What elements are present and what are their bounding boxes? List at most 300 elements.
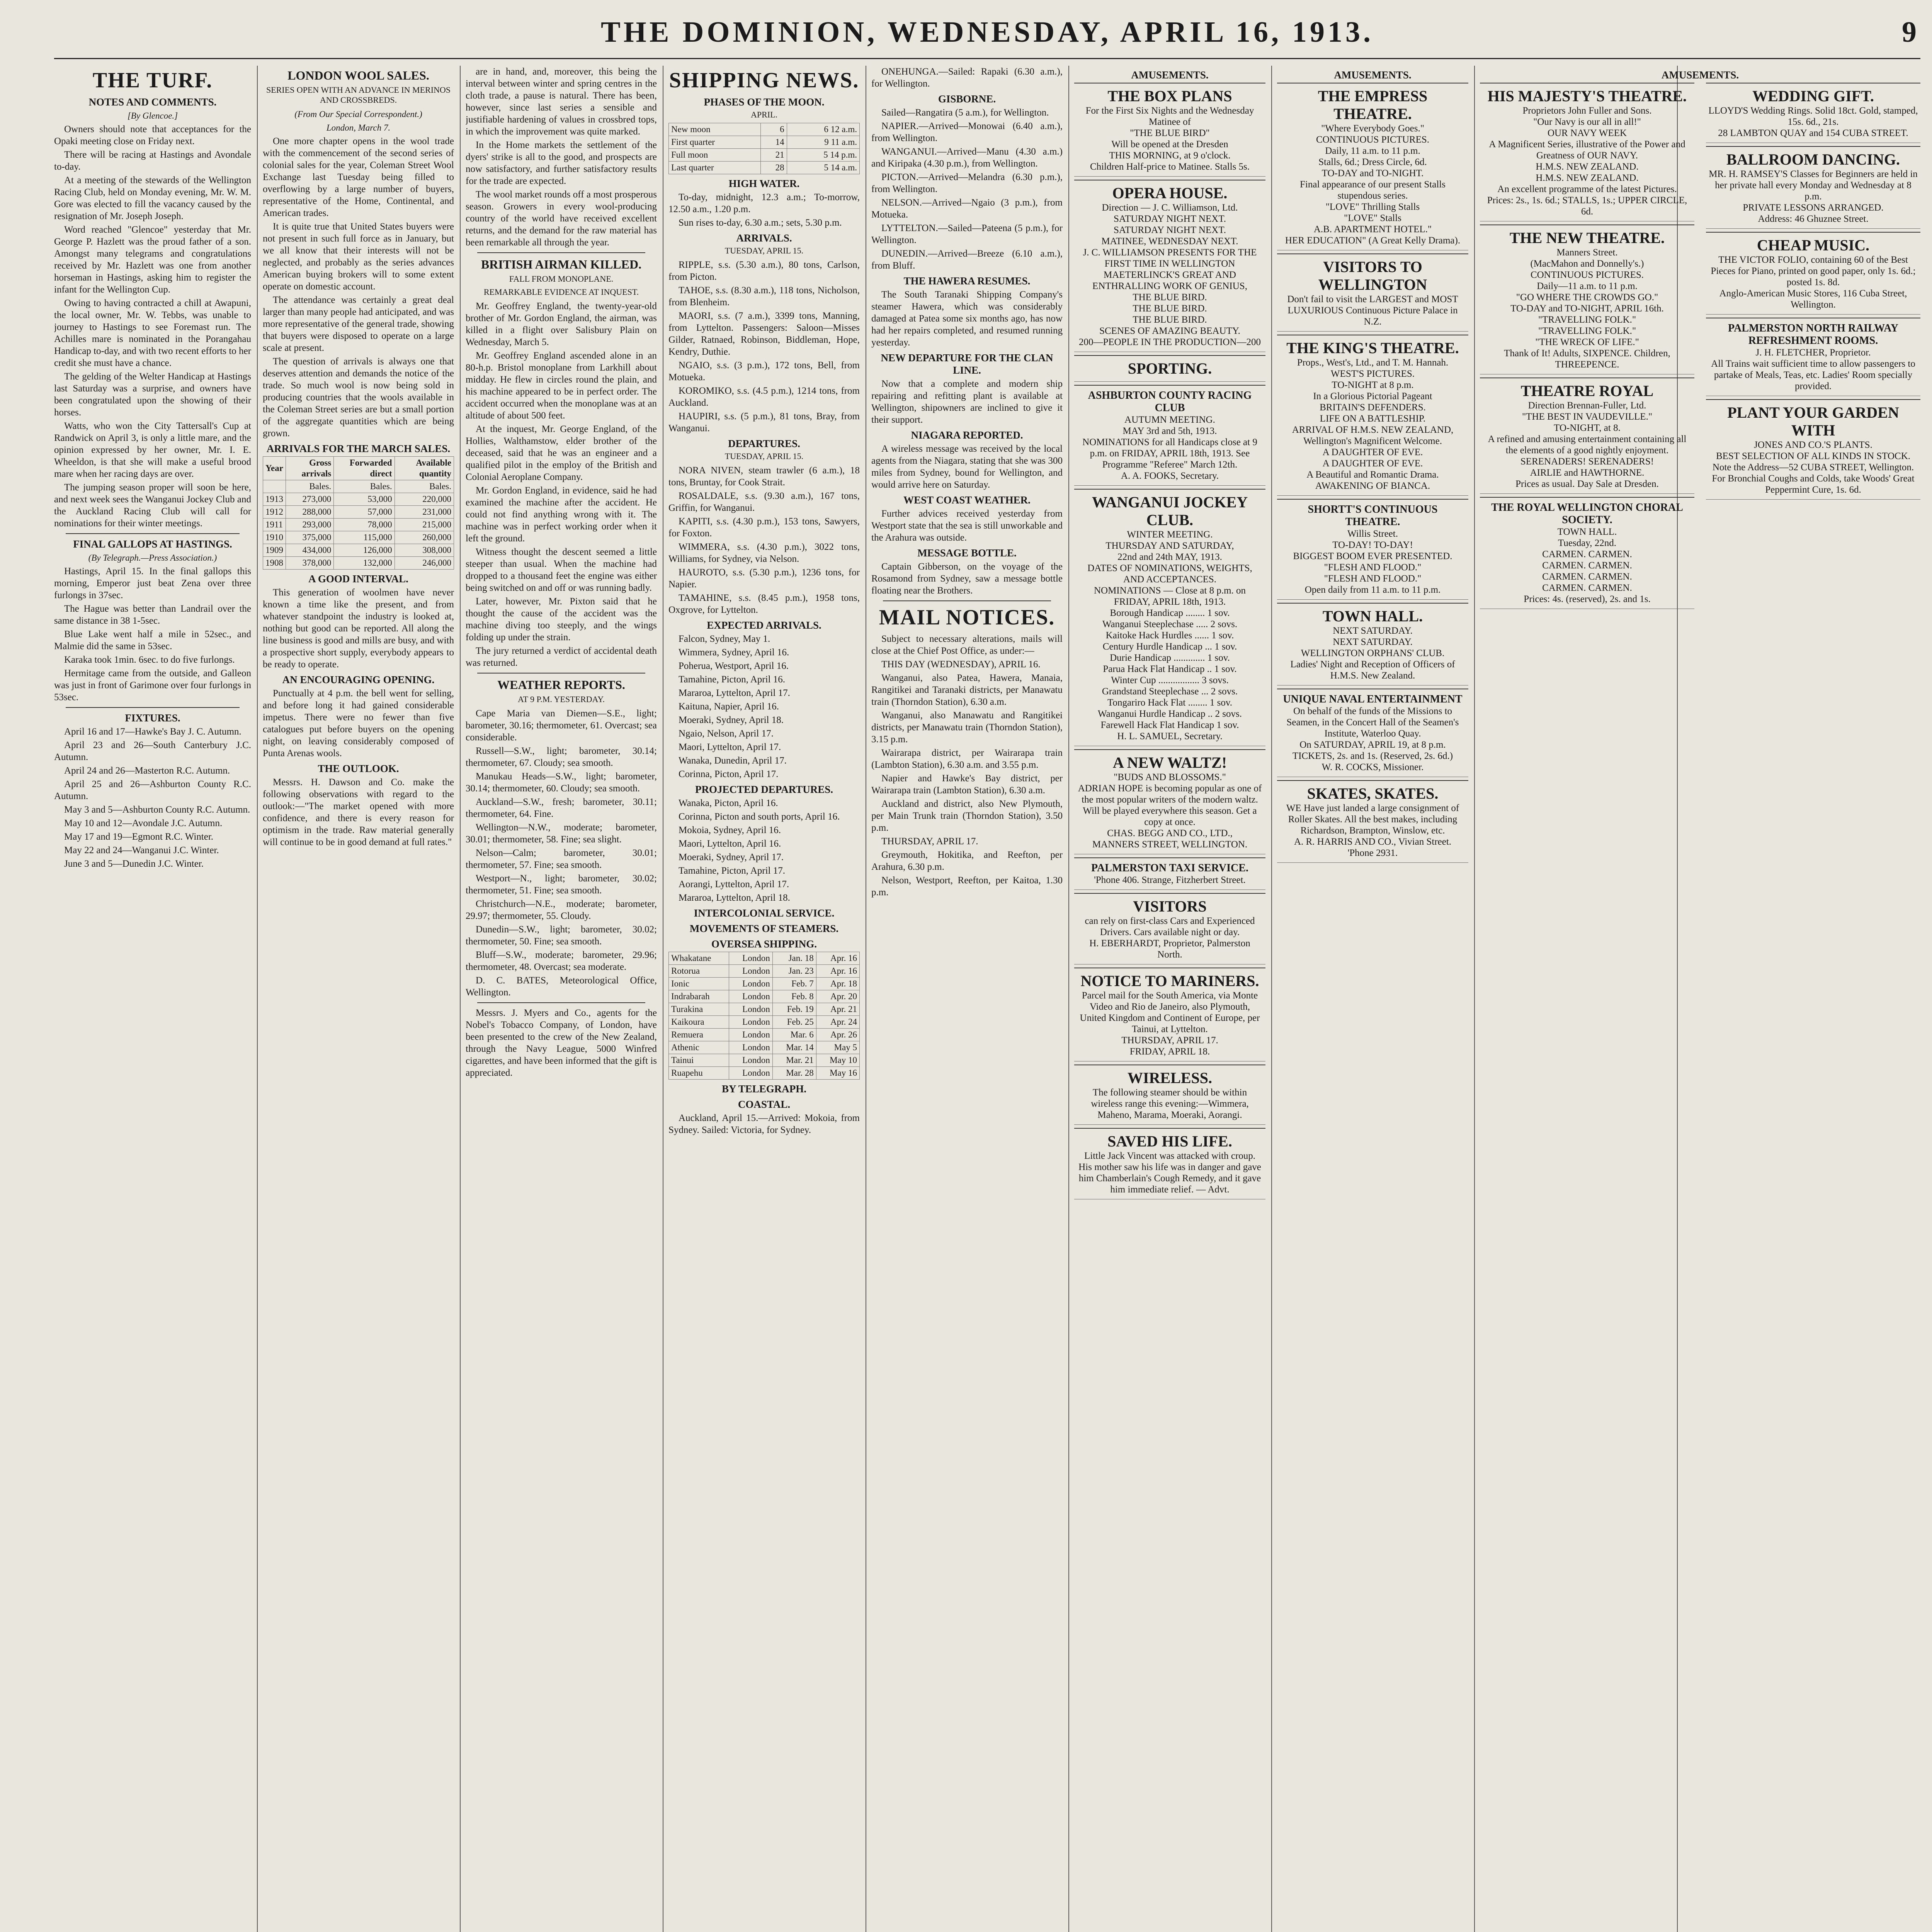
table-cell: 78,000 (334, 519, 395, 531)
ad-line: The following steamer should be within wireless range this evening:—Wimmera, Maheno, Marama, Moeraki, Aorangi. (1091, 1087, 1249, 1120)
fixture-item: April 25 and 26—Ashburton County R.C. Autumn. (54, 779, 251, 801)
column-turf (54, 66, 251, 1932)
table-cell: Jan. 23 (772, 965, 816, 978)
shipping-heading: SHIPPING NEWS. (669, 68, 859, 92)
ad-line: Thank of It! Adults, SIXPENCE. Children, THREEPENCE. (1504, 348, 1670, 370)
classified-ad (1277, 689, 1468, 777)
airman-paragraph: Later, however, Mr. Pixton said that he thought the cause of the accident was the machine diving too steeply, and the wings folding up under the strain. (466, 596, 657, 643)
table-cell: Rotorua (669, 965, 729, 978)
ad-headline: CHEAP MUSIC. (1757, 236, 1870, 254)
classified-ad (1480, 224, 1694, 374)
table-cell: Apr. 26 (816, 1029, 859, 1041)
ad-line: J. H. FLETCHER, Proprietor. (1755, 347, 1871, 358)
table-row (669, 1003, 860, 1016)
classified-ad (1277, 780, 1468, 863)
column-airman-weather (466, 66, 657, 1932)
airman-heading: BRITISH AIRMAN KILLED. (481, 257, 642, 271)
table-cell: London (729, 1041, 772, 1054)
ad-line: Prices: 2s., 1s. 6d.; STALLS, 1s.; UPPER CIRCLE, 6d. (1487, 195, 1687, 217)
airman-paragraph: Witness thought the descent seemed a little steeper than usual. When the machine had dropped to a thousand feet the engine was either being switched on and off or was running badly. (466, 547, 657, 593)
classified-ad (1706, 399, 1920, 500)
classified-ad (1706, 83, 1920, 143)
classified-ad (1706, 318, 1920, 396)
ad-line: CARMEN. CARMEN. (1542, 560, 1632, 571)
table-cell: Jan. 18 (772, 952, 816, 965)
classified-ad (1706, 232, 1920, 315)
ad-line: WE Have just landed a large consignment of Roller Skates. All the best makes, including Richardson, Brampton, Winslow, etc. (1286, 803, 1459, 836)
ad-line: SATURDAY NIGHT NEXT. (1114, 225, 1226, 235)
table-cell: 9 11 a.m. (787, 136, 859, 149)
final-gallops-paragraph: Hermitage came from the outside, and Galleon was just in front of Garimone over four furlongs in 53sec. (54, 668, 251, 702)
outlook-heading: THE OUTLOOK. (318, 763, 399, 774)
airman-paragraph: At the inquest, Mr. George England, of the Hollies, Walthamstow, elder brother of the deceased, said that he was an engineer and a qualified pilot in the employ of the British and Colonial Aeroplane Company. (466, 424, 657, 482)
projected-entry: Mararoa, Lyttelton, April 18. (679, 893, 790, 903)
mail-entry: Auckland and district, also New Plymouth, per Main Trunk train (Thorndon Station), 3.50 p.m. (871, 799, 1063, 833)
table-cell: Apr. 16 (816, 965, 859, 978)
ad-headline: PLANT YOUR GARDEN WITH (1727, 404, 1899, 439)
ad-line: THE VICTOR FOLIO, containing 60 of the Best Pieces for Piano, printed on good paper, only 1s. 6d.; posted 1s. 8d. (1711, 255, 1916, 287)
classified-ad (1074, 83, 1265, 177)
table-cell: Mar. 21 (772, 1054, 816, 1067)
table-cell: 260,000 (395, 531, 454, 544)
turf-paragraph: Owing to having contracted a chill at Awapuni, the local owner, Mr. W. Tebbs, was unable to journey to Hastings to see Foremast run. The Achilles mare is nominated in the Porangahau Handicap to-day, and with two recent efforts to her credit she must have a chance. (54, 298, 251, 368)
ad-line: Proprietors John Fuller and Sons. (1522, 105, 1652, 116)
west-coast-heading: WEST COAST WEATHER. (903, 494, 1031, 506)
ad-line: TO-DAY and TO-NIGHT, APRIL 16th. (1510, 303, 1664, 314)
arrivals-heading: ARRIVALS FOR THE MARCH SALES. (266, 443, 451, 454)
niagara-heading: NIAGARA REPORTED. (911, 429, 1023, 441)
ad-headline: WEDDING GIFT. (1752, 87, 1874, 105)
table-row (669, 990, 860, 1003)
port-report: WANGANUI.—Arrived—Manu (4.30 a.m.) and Kiripaka (4.30 p.m.), from Wellington. (871, 146, 1063, 169)
ad-line: "Where Everybody Goes." (1321, 123, 1424, 134)
table-cell: May 10 (816, 1054, 859, 1067)
message-bottle-text: Captain Gibberson, on the voyage of the Rosamond from Sydney, saw a message bottle floating near the Brothers. (871, 561, 1063, 596)
airman-paragraph: Mr. Geoffrey England ascended alone in an 80-h.p. Bristol monoplane from Larkhill about midday. He flew in circles round the plain, and his machine appeared to be in perfect order. The accident occurred when the monoplane was at an altitude of about 500 feet. (466, 350, 657, 421)
ad-headline: PALMERSTON TAXI SERVICE. (1091, 862, 1248, 874)
table-cell: Feb. 19 (772, 1003, 816, 1016)
ad-line: "FLESH AND FLOOD." (1324, 562, 1422, 573)
weather-report: Cape Maria van Diemen—S.E., light; barometer, 30.16; thermometer, 61. Overcast; sea considerable. (466, 708, 657, 743)
weather-report: Westport—N., light; barometer, 30.02; thermometer, 51. Fine; sea smooth. (466, 873, 657, 896)
table-cell: 1911 (263, 519, 286, 531)
clan-line-text: Now that a complete and modern ship repairing and refitting plant is available at Wellington, shipowners are inclined to give it their support. (871, 379, 1063, 425)
table-cell: Feb. 25 (772, 1016, 816, 1029)
ad-line: CONTINUOUS PICTURES. (1530, 270, 1644, 280)
table-cell: Mar. 6 (772, 1029, 816, 1041)
wool-paragraph: Messrs. H. Dawson and Co. make the following observations with regard to the outlook:—"The market opened with more confidence, and there is every reason for optimism in the trade. Raw material generally will continue to be in good demand at full rates." (263, 777, 454, 847)
table-cell: 57,000 (334, 506, 395, 519)
airman-paragraph: The jury returned a verdict of accidental death was returned. (466, 646, 657, 668)
ad-line: LLOYD'S Wedding Rings. Solid 18ct. Gold, stamped, 15s. 6d., 21s. (1708, 105, 1918, 127)
weather-report: D. C. BATES, Meteorological Office, Wellington. (466, 975, 657, 998)
ad-line: W. R. COCKS, Missioner. (1321, 762, 1424, 772)
ad-line: NEXT SATURDAY. (1333, 626, 1413, 636)
ad-line: SERENADERS! SERENADERS! (1520, 456, 1654, 467)
expected-entry: Corinna, Picton, April 17. (679, 769, 779, 779)
ad-line: 'Phone 406. Strange, Fitzherbert Street. (1094, 875, 1246, 885)
port-report: NAPIER.—Arrived—Monowai (6.40 a.m.), from Wellington. (871, 121, 1063, 143)
expected-entry: Moeraki, Sydney, April 18. (679, 715, 784, 725)
port-report: NELSON.—Arrived—Ngaio (3 p.m.), from Motueka. (871, 197, 1063, 220)
table-row (263, 506, 454, 519)
column-amusements-1 (1074, 66, 1265, 1932)
ad-line: TICKETS, 2s. and 1s. (Reserved, 2s. 6d.) (1292, 751, 1453, 761)
ad-line: All Trains wait sufficient time to allow passengers to partake of Meals, Teas, etc. Ladies' Room specially provided. (1711, 359, 1915, 391)
ad-line: H.M.S. NEW ZEALAND. (1536, 173, 1639, 183)
wool-continued-paragraph: are in hand, and, moreover, this being the interval between winter and spring centres in the cloth trade, a pause is natural. There has been, however, since last series a sensible and justifiable hardening of values in crossbred tops, in which the improvement was quite marked. (466, 66, 657, 137)
ad-line: A. R. HARRIS AND CO., Vivian Street. (1294, 837, 1452, 847)
fixture-item: April 24 and 26—Masterton R.C. Autumn. (64, 765, 230, 776)
ad-line: Address: 46 Ghuznee Street. (1758, 214, 1869, 224)
ad-line: THE BLUE BIRD. (1133, 303, 1207, 314)
table-cell: 1910 (263, 531, 286, 544)
table-header: Year (263, 457, 286, 480)
table-row (669, 1041, 860, 1054)
classified-ad (1074, 857, 1265, 890)
ad-line: On behalf of the funds of the Missions to Seamen, in the Concert Hall of the Seamen's Institute, Waterloo Quay. (1286, 706, 1459, 739)
ad-line: Direction Brennan-Fuller, Ltd. (1528, 400, 1646, 411)
ad-line: Props., West's, Ltd., and T. M. Hannah. (1297, 357, 1449, 368)
table-cell: London (729, 978, 772, 990)
expected-entry: Tamahine, Picton, April 16. (679, 674, 785, 685)
airman-subheading: FALL FROM MONOPLANE. (509, 274, 614, 284)
table-cell: Apr. 24 (816, 1016, 859, 1029)
ad-line: A. A. FOOKS, Secretary. (1121, 471, 1219, 481)
weather-report: Manukau Heads—S.W., light; barometer, 30.14; thermometer, 60. Cloudy; sea smooth. (466, 771, 657, 794)
divider (477, 252, 645, 253)
ad-line: Wanganui Steeplechase ..... 2 sovs. (1102, 619, 1238, 629)
classified-ad (1277, 603, 1468, 685)
ad-line: 200—PEOPLE IN THE PRODUCTION—200 (1078, 337, 1261, 347)
ad-line: TO-NIGHT, at 8. (1554, 423, 1621, 433)
ad-line: TO-DAY! TO-DAY! (1332, 540, 1413, 550)
weather-report: Bluff—S.W., moderate; barometer, 29.96; thermometer, 48. Overcast; sea moderate. (466, 950, 657, 972)
table-cell: Kaikoura (669, 1016, 729, 1029)
wool-continued-paragraph: The wool market rounds off a most prosperous season. Growers in every wool-producing country of the world have received excellent returns, and the demand for the raw material has been remarkable all through the year. (466, 189, 657, 248)
table-cell: Apr. 18 (816, 978, 859, 990)
ad-line: Kaitoke Hack Hurdles ...... 1 sov. (1105, 630, 1234, 641)
table-cell: 273,000 (286, 493, 334, 506)
table-cell: 132,000 (334, 557, 395, 570)
classified-ad (1074, 749, 1265, 854)
weather-report: Dunedin—S.W., light; barometer, 30.02; thermometer, 50. Fine; sea smooth. (466, 924, 657, 947)
ad-line: "FLESH AND FLOOD." (1324, 573, 1422, 584)
column-shipping (668, 66, 860, 1932)
mail-entry: Greymouth, Hokitika, and Reefton, per Arahura, 6.30 p.m. (871, 850, 1063, 872)
table-header-row (263, 457, 454, 480)
table-unit: Bales. (395, 480, 454, 493)
ad-line: ADRIAN HOPE is becoming popular as one of the most popular writers of the modern waltz. (1078, 783, 1262, 805)
ad-line: CARMEN. CARMEN. (1542, 583, 1632, 593)
ad-line: A refined and amusing entertainment containing all the elements of a good nightly enjoyment. (1488, 434, 1687, 456)
table-cell: Apr. 21 (816, 1003, 859, 1016)
weather-report: Auckland—S.W., fresh; barometer, 30.11; thermometer, 64. Fine. (466, 797, 657, 819)
table-cell: 1912 (263, 506, 286, 519)
ad-headline: UNIQUE NAVAL ENTERTAINMENT (1283, 693, 1463, 705)
airman-subheading: REMARKABLE EVIDENCE AT INQUEST. (483, 287, 639, 297)
west-coast-text: Further advices received yesterday from Westport state that the sea is still unworkable and the Arahura was outside. (871, 509, 1063, 543)
arrival-entry: HAUPIRI, s.s. (5 p.m.), 81 tons, Bray, from Wanganui. (668, 411, 860, 434)
table-row (669, 136, 860, 149)
ad-line: "BUDS AND BLOSSOMS." (1114, 772, 1226, 782)
ad-line: CARMEN. CARMEN. (1542, 571, 1632, 582)
final-gallops-paragraph: Karaka took 1min. 6sec. to do five furlongs. (64, 655, 235, 665)
ad-line: For the First Six Nights and the Wednesday Matinee of (1085, 105, 1254, 127)
ad-line: LIFE ON A BATTLESHIP. (1320, 413, 1426, 424)
departure-entry: TAMAHINE, s.s. (8.45 p.m.), 1958 tons, Oxgrove, for Lyttelton. (668, 593, 860, 615)
turf-paragraph: Watts, who won the City Tattersall's Cup at Randwick on April 3, is only a little mare, and the opinion expressed by her owner, Mr. I. E. Wheeldon, is that she will make a useful brood mare when her racing days are over. (54, 421, 251, 479)
amusements-ad-list (1480, 83, 1920, 609)
moon-month: APRIL. (750, 110, 778, 119)
weather-report: Nelson—Calm; barometer, 30.01; thermometer, 57. Fine; sea smooth. (466, 848, 657, 870)
wool-dateline: London, March 7. (326, 123, 391, 133)
ad-line: Willis Street. (1347, 529, 1398, 539)
table-cell: 14 (760, 136, 787, 149)
mail-entry: Wanganui, also Manawatu and Rangitikei districts, per Manawatu train (Thorndon Station), 3.15 p.m. (871, 710, 1063, 745)
ad-line: On SATURDAY, APRIL 19, at 8 p.m. (1299, 740, 1446, 750)
table-row (263, 531, 454, 544)
table-cell: Apr. 20 (816, 990, 859, 1003)
moon-heading: PHASES OF THE MOON. (704, 96, 825, 108)
ad-line: Parcel mail for the South America, via Monte Video and Rio de Janeiro, also Plymouth, United Kingdom and Continent of Europe, per Tainui, at Lyttelton. (1080, 990, 1260, 1034)
turf-paragraph: Owners should note that acceptances for the Opaki meeting close on Friday next. (54, 124, 251, 146)
turf-paragraph: At a meeting of the stewards of the Wellington Racing Club, held on Monday evening, Mr. W. M. Gore was elected to fill the vacancy caused by the resignation of Mr. Joseph Joseph. (54, 175, 251, 221)
ad-line: Don't fail to visit the LARGEST and MOST LUXURIOUS Continuous Picture Palace in N.Z. (1287, 294, 1458, 327)
port-report: ONEHUNGA.—Sailed: Rapaki (6.30 a.m.), for Wellington. (871, 66, 1063, 89)
arrivals-date: TUESDAY, APRIL 15. (724, 246, 804, 255)
ad-line: 'Phone 2931. (1347, 848, 1398, 858)
table-cell: May 16 (816, 1067, 859, 1080)
fixture-item: May 17 and 19—Egmont R.C. Winter. (64, 832, 214, 842)
table-row (263, 493, 454, 506)
table-row (263, 519, 454, 531)
ad-line: 22nd and 24th MAY, 1913. (1117, 552, 1222, 562)
ad-line: Open daily from 11 a.m. to 11 p.m. (1304, 585, 1441, 595)
table-cell: London (729, 1054, 772, 1067)
ad-line: MANNERS STREET, WELLINGTON. (1092, 839, 1248, 850)
mail-entry: Wanganui, also Patea, Hawera, Manaia, Rangitikei and Taranaki districts, per Manawatu train (Thorndon Station), 6.30 a.m. (871, 673, 1063, 707)
weather-report: Russell—S.W., light; barometer, 30.14; thermometer, 67. Cloudy; sea smooth. (466, 746, 657, 768)
table-cell: Ruapehu (669, 1067, 729, 1080)
ad-headline: HIS MAJESTY'S THEATRE. (1487, 87, 1687, 105)
table-cell: Feb. 8 (772, 990, 816, 1003)
expected-entry: Wanaka, Dunedin, April 17. (679, 755, 787, 766)
ad-line: A Beautiful and Romantic Drama. (1306, 469, 1439, 480)
table-cell: 5 14 a.m. (787, 162, 859, 174)
table-row (669, 149, 860, 162)
expected-entry: Wimmera, Sydney, April 16. (679, 647, 789, 658)
hawera-text: The South Taranaki Shipping Company's steamer Hawera, which was considerably damaged at Patea some six months ago, has now had her repairs completed, and resumed running yesterday. (871, 289, 1063, 348)
ad-line: Wanganui Hurdle Handicap .. 2 sovs. (1098, 709, 1242, 719)
ad-line: Will be played everywhere this season. Get a copy at once. (1083, 806, 1257, 827)
ad-line: Winter Cup ................. 3 sovs. (1111, 675, 1229, 685)
ad-line: H. EBERHARDT, Proprietor, Palmerston North. (1089, 938, 1250, 960)
ad-headline: PALMERSTON NORTH RAILWAY REFRESHMENT ROOMS. (1728, 322, 1898, 347)
intercolonial-heading: INTERCOLONIAL SERVICE. (694, 907, 835, 919)
ad-line: "THE BEST IN VAUDEVILLE." (1522, 412, 1653, 422)
ad-line: JONES AND CO.'S PLANTS. (1754, 440, 1872, 450)
table-row (669, 952, 860, 965)
table-row (263, 557, 454, 570)
ad-headline: THE BOX PLANS (1107, 87, 1232, 105)
ad-line: "LOVE" Stalls (1344, 213, 1401, 223)
note-paragraph: Messrs. J. Myers and Co., agents for the Nobel's Tobacco Company, of London, have been presented to the crew of the New Zealand, through the Navy League, 5000 Winfred cigarettes, and have been informed that the gift is appreciated. (466, 1008, 657, 1078)
ad-line: Children Half-price to Matinee. Stalls 5s. (1090, 162, 1250, 172)
turf-subheading: NOTES AND COMMENTS. (88, 96, 217, 108)
table-cell: Remuera (669, 1029, 729, 1041)
ad-line: SATURDAY NIGHT NEXT. (1114, 214, 1226, 224)
ad-line: FRIDAY, APRIL 18. (1129, 1046, 1210, 1057)
table-cell: 53,000 (334, 493, 395, 506)
table-cell: London (729, 965, 772, 978)
table-row (669, 1016, 860, 1029)
projected-entry: Corinna, Picton and south ports, April 16. (679, 811, 840, 822)
fixture-item: June 3 and 5—Dunedin J.C. Winter. (64, 859, 204, 869)
ad-line: In a Glorious Pictorial Pageant (1313, 391, 1432, 401)
wool-paragraph: Punctually at 4 p.m. the bell went for selling, and before long it had gained considerable impetus. There were no fewer than five catalogues put before buyers on the opening night, on leaving considerably composed of Punta Arenas wools. (263, 688, 454, 759)
expected-arrivals-heading: EXPECTED ARRIVALS. (707, 619, 821, 631)
weather-heading: WEATHER REPORTS. (497, 678, 625, 692)
fixture-item: May 10 and 12—Avondale J.C. Autumn. (64, 818, 223, 828)
arrival-entry: NGAIO, s.s. (3 p.m.), 172 tons, Bell, from Motueka. (668, 360, 860, 383)
classified-ad (1074, 385, 1265, 486)
oversea-table (668, 952, 860, 1080)
ad-line: "TRAVELLING FOLK." (1538, 326, 1636, 336)
projected-entry: Moeraki, Sydney, April 17. (679, 852, 784, 862)
wool-paragraph: The question of arrivals is always one that deserves attention and demands the notice of the trade. So much wool is now being sold in producing countries that the wools available in the Coleman Street series are but a small portion of the aggregate quantities which are being grown. (263, 356, 454, 439)
table-row (669, 965, 860, 978)
ad-line: NEXT SATURDAY. (1333, 637, 1413, 647)
ad-line: PRIVATE LESSONS ARRANGED. (1743, 202, 1884, 213)
ad-line: H.M.S. NEW ZEALAND. (1536, 162, 1639, 172)
divider (66, 707, 240, 708)
table-cell: 293,000 (286, 519, 334, 531)
table-cell: 115,000 (334, 531, 395, 544)
moon-table (668, 123, 860, 174)
ad-line: Manners Street. (1556, 247, 1618, 258)
wool-byline: (From Our Special Correspondent.) (294, 109, 422, 119)
table-cell: 1913 (263, 493, 286, 506)
ad-line: can rely on first-class Cars and Experienced Drivers. Cars available night or day. (1085, 916, 1255, 937)
amusements-ad-list (1074, 83, 1265, 1199)
telegraph-heading: BY TELEGRAPH. (721, 1083, 807, 1095)
expected-entry: Falcon, Sydney, May 1. (679, 634, 770, 644)
table-unit: Bales. (286, 480, 334, 493)
ad-line: WEST'S PICTURES. (1330, 369, 1415, 379)
ad-line: J. C. WILLIAMSON PRESENTS FOR THE FIRST TIME IN WELLINGTON (1083, 247, 1257, 269)
turf-paragraph: The jumping season proper will soon be here, and next week sees the Wanganui Jockey Club and the Auckland Racing Club will call for nominations for their winter meetings. (54, 482, 251, 529)
ad-line: Ladies' Night and Reception of Officers of H.M.S. New Zealand. (1290, 659, 1455, 681)
departures-heading: DEPARTURES. (728, 438, 800, 449)
ad-headline: SKATES, SKATES. (1307, 785, 1439, 802)
table-cell: Tainui (669, 1054, 729, 1067)
ad-line: A DAUGHTER OF EVE. (1322, 458, 1423, 469)
column-rule (460, 66, 461, 1932)
table-cell: 246,000 (395, 557, 454, 570)
table-cell: Feb. 7 (772, 978, 816, 990)
table-cell: 1909 (263, 544, 286, 557)
table-cell: London (729, 1067, 772, 1080)
ad-line: AWAKENING OF BIANCA. (1315, 481, 1430, 491)
mail-intro: Subject to necessary alterations, mails will close at the Chief Post Office, as under:— (871, 634, 1063, 656)
ad-line: TO-NIGHT at 8 p.m. (1332, 380, 1414, 390)
ad-line: CARMEN. CARMEN. (1542, 549, 1632, 560)
wool-subheading: SERIES OPEN WITH AN ADVANCE IN MERINOS AND CROSSBREDS. (266, 85, 451, 105)
ad-headline: THE ROYAL WELLINGTON CHORAL SOCIETY. (1491, 502, 1683, 526)
table-cell: 215,000 (395, 519, 454, 531)
ad-line: NOMINATIONS for all Handicaps close at 9 p.m. on FRIDAY, APRIL 18th, 1913. See Programme "Referee" March 12th. (1082, 437, 1257, 470)
ad-line: CONTINUOUS PICTURES. (1316, 134, 1430, 145)
table-cell: 21 (760, 149, 787, 162)
ad-line: WINTER MEETING. (1127, 529, 1213, 540)
classified-ad (1074, 180, 1265, 352)
table-cell: 28 (760, 162, 787, 174)
arrival-entry: TAHOE, s.s. (8.30 a.m.), 118 tons, Nicholson, from Blenheim. (668, 285, 860, 308)
table-cell: Indrabarah (669, 990, 729, 1003)
ad-line: Daily—11 a.m. to 11 p.m. (1537, 281, 1638, 291)
mail-entry: THIS DAY (WEDNESDAY), APRIL 16. (881, 659, 1041, 670)
ad-line: TO-DAY and TO-NIGHT. (1321, 168, 1424, 179)
ad-line: Prices: 4s. (reserved), 2s. and 1s. (1524, 594, 1651, 604)
clan-line-heading: NEW DEPARTURE FOR THE CLAN LINE. (881, 352, 1053, 376)
expected-entry: Kaituna, Napier, April 16. (679, 701, 779, 712)
ad-line: MR. H. RAMSEY'S Classes for Beginners are held in her private hall every Monday and Wednesday at 8 p.m. (1709, 169, 1918, 202)
ad-line: A DAUGHTER OF EVE. (1322, 447, 1423, 457)
column-wool (263, 66, 454, 1932)
ad-line: BRITAIN'S DEFENDERS. (1320, 402, 1426, 413)
ad-line: "Our Navy is our all in all!" (1533, 117, 1641, 127)
amusements-ad-list (1277, 83, 1468, 863)
final-gallops-byline: (By Telegraph.—Press Association.) (88, 553, 217, 563)
departure-entry: ROSALDALE, s.s. (9.30 a.m.), 167 tons, Griffin, for Wanganui. (668, 491, 860, 513)
airman-paragraph: Mr. Geoffrey England, the twenty-year-old brother of Mr. Gordon England, the airman, was killed in a flight over Salisbury Plain on Wednesday, March 5. (466, 301, 657, 347)
arrival-entry: RIPPLE, s.s. (5.30 a.m.), 80 tons, Carlson, from Picton. (668, 260, 860, 282)
ad-line: Farewell Hack Flat Handicap 1 sov. (1100, 720, 1239, 730)
port-report: Sailed—Rangatira (5 a.m.), for Wellington. (881, 107, 1049, 118)
fixture-item: May 22 and 24—Wanganui J.C. Winter. (64, 845, 219, 855)
port-heading: GISBORNE. (938, 93, 996, 105)
ad-line: OUR NAVY WEEK (1547, 128, 1627, 138)
table-cell: 434,000 (286, 544, 334, 557)
projected-entry: Maori, Lyttelton, April 16. (679, 838, 781, 849)
ad-line: WELLINGTON ORPHANS' CLUB. (1301, 648, 1445, 658)
weather-subheading: AT 9 P.M. YESTERDAY. (518, 694, 605, 704)
turf-paragraph: Word reached "Glencoe" yesterday that Mr. George P. Hazlett was the proud father of a son. Amongst many telegrams and congratulations received by Mr. Hazlett was one from another horseman in Hastings, asking him to register the infant for the Wellington Cup. (54, 224, 251, 295)
ad-line: For Bronchial Coughs and Colds, take Woods' Great Peppermint Cure, 1s. 6d. (1712, 473, 1915, 495)
final-gallops-paragraph: The Hague was better than Landrail over the same distance in 38 1-5sec. (54, 604, 251, 626)
ad-line: THURSDAY, APRIL 17. (1121, 1035, 1218, 1046)
classified-ad (1074, 1128, 1265, 1199)
table-row (669, 162, 860, 174)
turf-paragraph: There will be racing at Hastings and Avondale to-day. (54, 150, 251, 172)
projected-departures-heading: PROJECTED DEPARTURES. (695, 784, 833, 795)
ad-line: THIS MORNING, at 9 o'clock. (1109, 150, 1231, 161)
ad-line: "LOVE" Thrilling Stalls (1325, 202, 1420, 212)
ad-headline: BALLROOM DANCING. (1726, 151, 1900, 168)
classified-ad (1277, 83, 1468, 250)
table-cell: 6 (760, 123, 787, 136)
table-cell: May 5 (816, 1041, 859, 1054)
ad-headline: VISITORS (1133, 898, 1207, 915)
mail-entry: Napier and Hawke's Bay district, per Wairarapa train (Lambton Station), 6.30 a.m. (871, 773, 1063, 796)
classified-ad (1277, 499, 1468, 600)
classified-ad (1480, 497, 1694, 609)
ad-line: Final appearance of our present Stalls stupendous series. (1300, 179, 1446, 201)
table-cell: 378,000 (286, 557, 334, 570)
page-number: 9 (1902, 16, 1917, 48)
ad-line: THE BLUE BIRD. (1133, 292, 1207, 303)
